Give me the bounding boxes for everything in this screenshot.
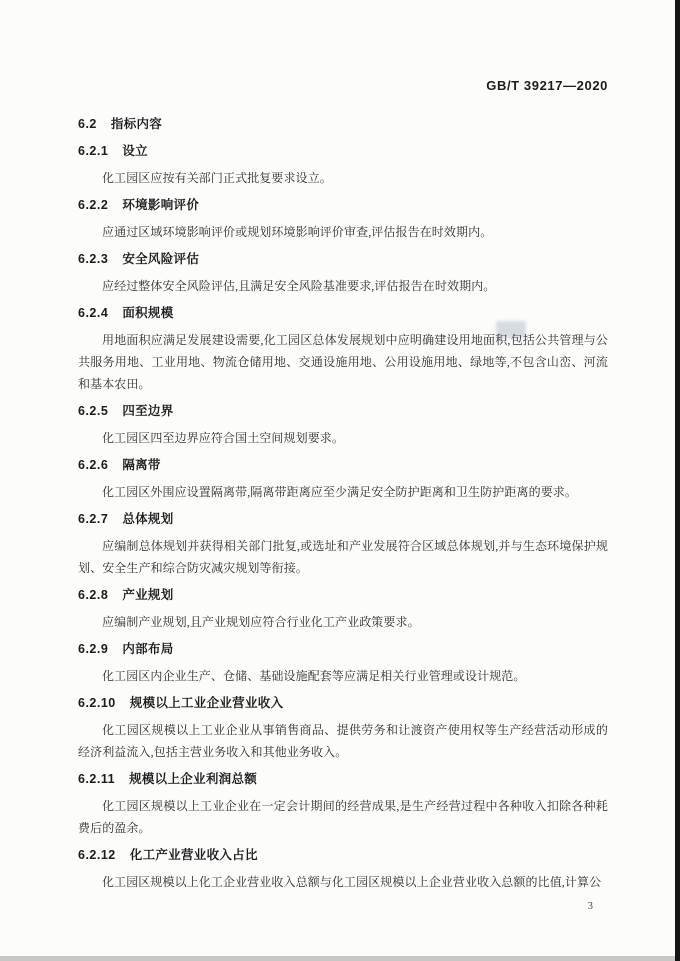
section-heading [78,584,608,606]
section-paragraph: 化工园区规模以上化工企业营业收入总额与化工园区规模以上企业营业收入总额的比值,计算公 [102,875,602,889]
section-heading [78,638,608,660]
section-title: 环境影响评价 [122,198,200,212]
standard-number-header: GB/T 39217—2020 [486,78,608,93]
section-heading [78,692,608,714]
section-number: 6.2.11 [78,772,116,786]
section-6-2-8 [78,584,608,633]
section-title: 隔离带 [122,458,161,472]
section-6-2-1 [78,140,608,189]
section-paragraph: 用地面积应满足发展建设需要,化工园区总体发展规划中应明确建设用地面积,包括公共管理与公共服务用地、工业用地、物流仓储用地、交通设施用地、公用设施用地、绿地等,不包含山峦、河流和基本农田。 [78,333,608,391]
section-paragraph: 化工园区规模以上工业企业在一定会计期间的经营成果,是生产经营过程中各种收入扣除各种耗费后的盈余。 [78,799,608,835]
section-paragraph: 化工园区外围应设置隔离带,隔离带距离应至少满足安全防护距离和卫生防护距离的要求。 [102,485,578,499]
section-heading [78,400,608,422]
section-paragraph: 化工园区内企业生产、仓储、基础设施配套等应满足相关行业管理或设计规范。 [102,669,526,683]
section-number: 6.2.5 [78,404,109,418]
section-title: 面积规模 [122,306,174,320]
section-title: 化工产业营业收入占比 [129,848,258,862]
section-6-2-7 [78,508,608,579]
section-title: 四至边界 [122,404,174,418]
section-number: 6.2.6 [78,458,109,472]
section-title: 指标内容 [110,117,163,131]
section-heading [78,768,608,790]
section-heading [78,194,608,216]
scan-bottom-edge [0,956,680,961]
section-heading [78,844,608,866]
section-number: 6.2.2 [78,198,109,212]
section-heading [78,248,608,270]
page-number: 3 [587,900,593,912]
section-title: 内部布局 [122,642,174,656]
section-6-2 [78,113,608,135]
section-paragraph: 化工园区四至边界应符合国土空间规划要求。 [102,431,345,445]
section-title: 安全风险评估 [122,252,200,266]
section-paragraph: 应编制产业规划,且产业规划应符合行业化工产业政策要求。 [102,615,420,629]
section-heading [78,508,608,530]
document-body [78,113,608,914]
section-6-2-2 [78,194,608,243]
section-number: 6.2.7 [78,512,109,526]
section-title: 规模以上工业企业营业收入 [129,696,284,710]
section-title: 总体规划 [122,512,174,526]
section-heading [78,454,608,476]
section-paragraph: 化工园区应按有关部门正式批复要求设立。 [102,171,332,185]
section-title: 产业规划 [122,588,174,602]
section-number: 6.2.9 [78,642,109,656]
section-paragraph: 应编制总体规划并获得相关部门批复,或选址和产业发展符合区域总体规划,并与生态环境保护规划、安全生产和综合防灾减灾规划等衔接。 [78,539,608,575]
section-number: 6.2.10 [78,696,116,710]
scan-right-edge [675,0,680,961]
section-6-2-4 [78,302,608,395]
section-title: 规模以上企业利润总额 [129,772,258,786]
section-6-2-12 [78,844,608,893]
section-paragraph: 应经过整体安全风险评估,且满足安全风险基准要求,评估报告在时效期内。 [102,279,496,293]
section-number: 6.2.12 [78,848,116,862]
section-paragraph: 化工园区规模以上工业企业从事销售商品、提供劳务和让渡资产使用权等生产经营活动形成的经济利益流入,包括主营业务收入和其他业务收入。 [78,723,608,759]
section-6-2-11 [78,768,608,839]
section-heading [78,302,608,324]
section-6-2-9 [78,638,608,687]
section-6-2-6 [78,454,608,503]
section-number: 6.2.8 [78,588,109,602]
section-heading [78,140,608,162]
section-heading [78,113,608,135]
section-number: 6.2 [78,117,97,131]
section-number: 6.2.3 [78,252,109,266]
section-paragraph: 应通过区域环境影响评价或规划环境影响评价审查,评估报告在时效期内。 [102,225,493,239]
section-title: 设立 [122,144,148,158]
section-6-2-5 [78,400,608,449]
section-6-2-10 [78,692,608,763]
section-6-2-3 [78,248,608,297]
section-number: 6.2.4 [78,306,109,320]
section-number: 6.2.1 [78,144,109,158]
